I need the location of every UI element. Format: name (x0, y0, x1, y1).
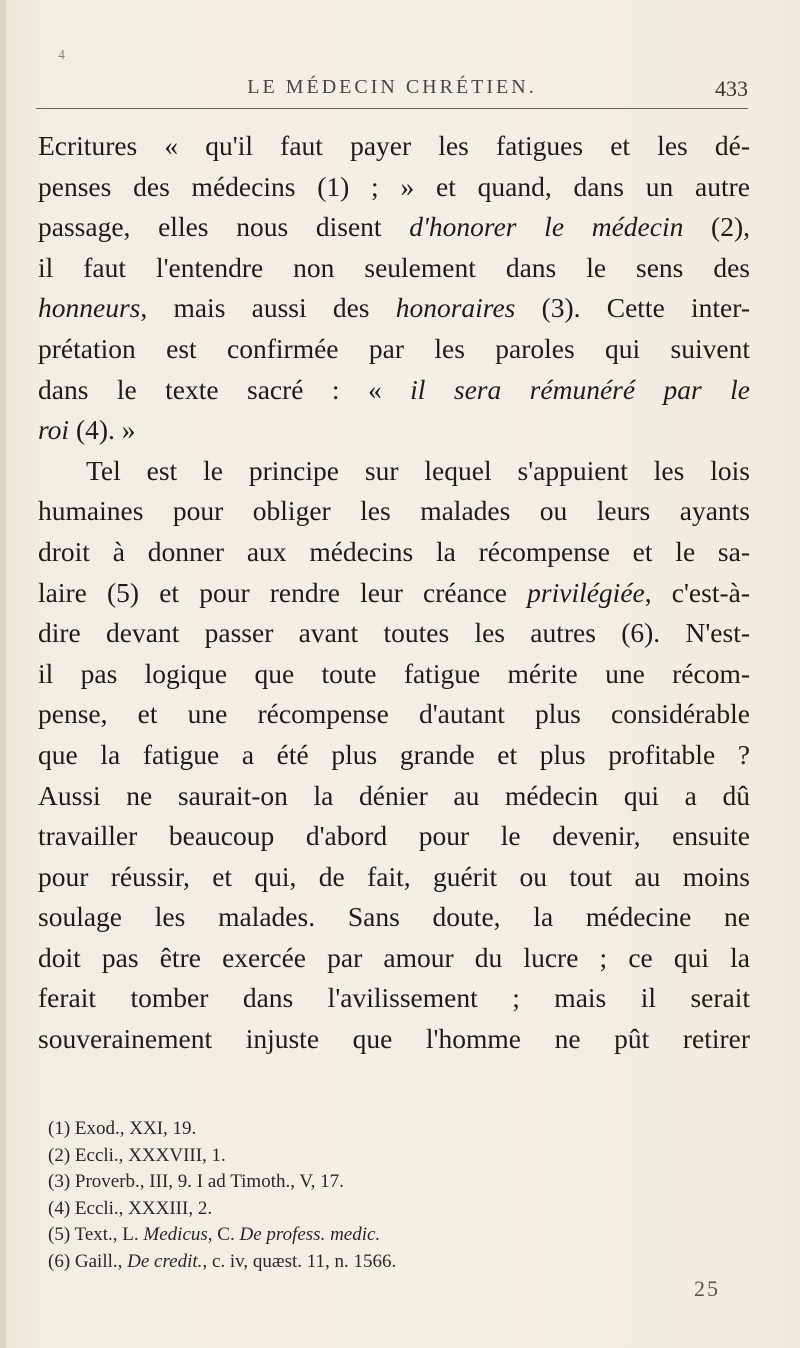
italic-phrase: honneurs (38, 292, 141, 324)
text-line: il faut l'entendre non seulement dans le sens des (38, 251, 750, 283)
footnotes (48, 1116, 748, 1275)
text-line: souverainement injuste que l'homme ne pût retirer (38, 1023, 750, 1055)
italic-phrase: il sera rémunéré par le (410, 373, 750, 405)
italic-phrase: De credit. (127, 1250, 203, 1272)
text-line: penses des médecins (1) ; » et quand, dans un autre (38, 170, 750, 202)
text-line: passage, elles nous disent d'honorer le médecin (2), (38, 211, 750, 243)
running-head: LE MÉDECIN CHRÉTIEN. (247, 76, 537, 98)
text-line: pense, et une récompense d'autant plus considérable (38, 698, 750, 730)
footnote-2: (2) Eccli., XXXVIII, 1. (48, 1144, 226, 1166)
text-line: doit pas être exercée par amour du lucre ; ce qui la (38, 941, 750, 973)
page-binding-edge (0, 0, 6, 1348)
text-line: que la fatigue a été plus grande et plus profitable ? (38, 738, 750, 770)
paragraph-start-line: Tel est le principe sur lequel s'appuient les lois (86, 454, 750, 486)
footnote-1: (1) Exod., XXI, 19. (48, 1118, 197, 1139)
italic-phrase: Medicus (143, 1224, 208, 1245)
text-line: dire devant passer avant toutes les autres (6). N'est- (38, 617, 750, 649)
top-pencil-mark: 4 (58, 48, 65, 63)
footnote-5: (5) Text., L. Medicus, C. De profess. medic. (48, 1224, 381, 1245)
text-line: Ecritures « qu'il faut payer les fatigues et les dé- (38, 130, 750, 161)
signature-mark: 25 (694, 1276, 720, 1301)
text-line: il pas logique que toute fatigue mérite une récom- (38, 657, 750, 689)
page-header (36, 76, 748, 106)
text-line: roi (4). » (38, 414, 136, 446)
italic-phrase: d'honorer le médecin (409, 211, 684, 243)
text-line: soulage les malades. Sans doute, la médecine ne (38, 901, 750, 933)
header-rule (36, 108, 748, 109)
text-line: prétation est confirmée par les paroles qui suivent (38, 332, 750, 364)
italic-phrase: privilégiée (527, 576, 645, 608)
body-text (38, 126, 750, 1060)
text-line: humaines pour obliger les malades ou leurs ayants (38, 495, 750, 527)
italic-phrase: De profess. medic. (239, 1224, 381, 1245)
text-line: droit à donner aux médecins la récompense et le sa- (38, 535, 750, 567)
text-line: travailler beaucoup d'abord pour le devenir, ensuite (38, 820, 750, 852)
footnote-4: (4) Eccli., XXXIII, 2. (48, 1197, 213, 1219)
text-line: ferait tomber dans l'avilissement ; mais il serait (38, 982, 750, 1014)
italic-phrase: honoraires (395, 292, 516, 324)
text-line: Aussi ne saurait-on la dénier au médecin qui a dû (38, 779, 750, 811)
page-number: 433 (715, 76, 748, 101)
footnote-3: (3) Proverb., III, 9. I ad Timoth., V, 17. (48, 1171, 344, 1192)
text-line: honneurs, mais aussi des honoraires (3). Cette inter- (38, 292, 750, 324)
italic-phrase: roi (38, 414, 70, 446)
text-line: pour réussir, et qui, de fait, guérit ou tout au moins (38, 860, 750, 892)
footnote-6: (6) Gaill., De credit., c. iv, quæst. 11, n. 1566. (48, 1250, 397, 1272)
text-line: laire (5) et pour rendre leur créance privilégiée, c'est-à- (38, 576, 750, 608)
text-line: dans le texte sacré : « il sera rémunéré par le (38, 373, 750, 405)
